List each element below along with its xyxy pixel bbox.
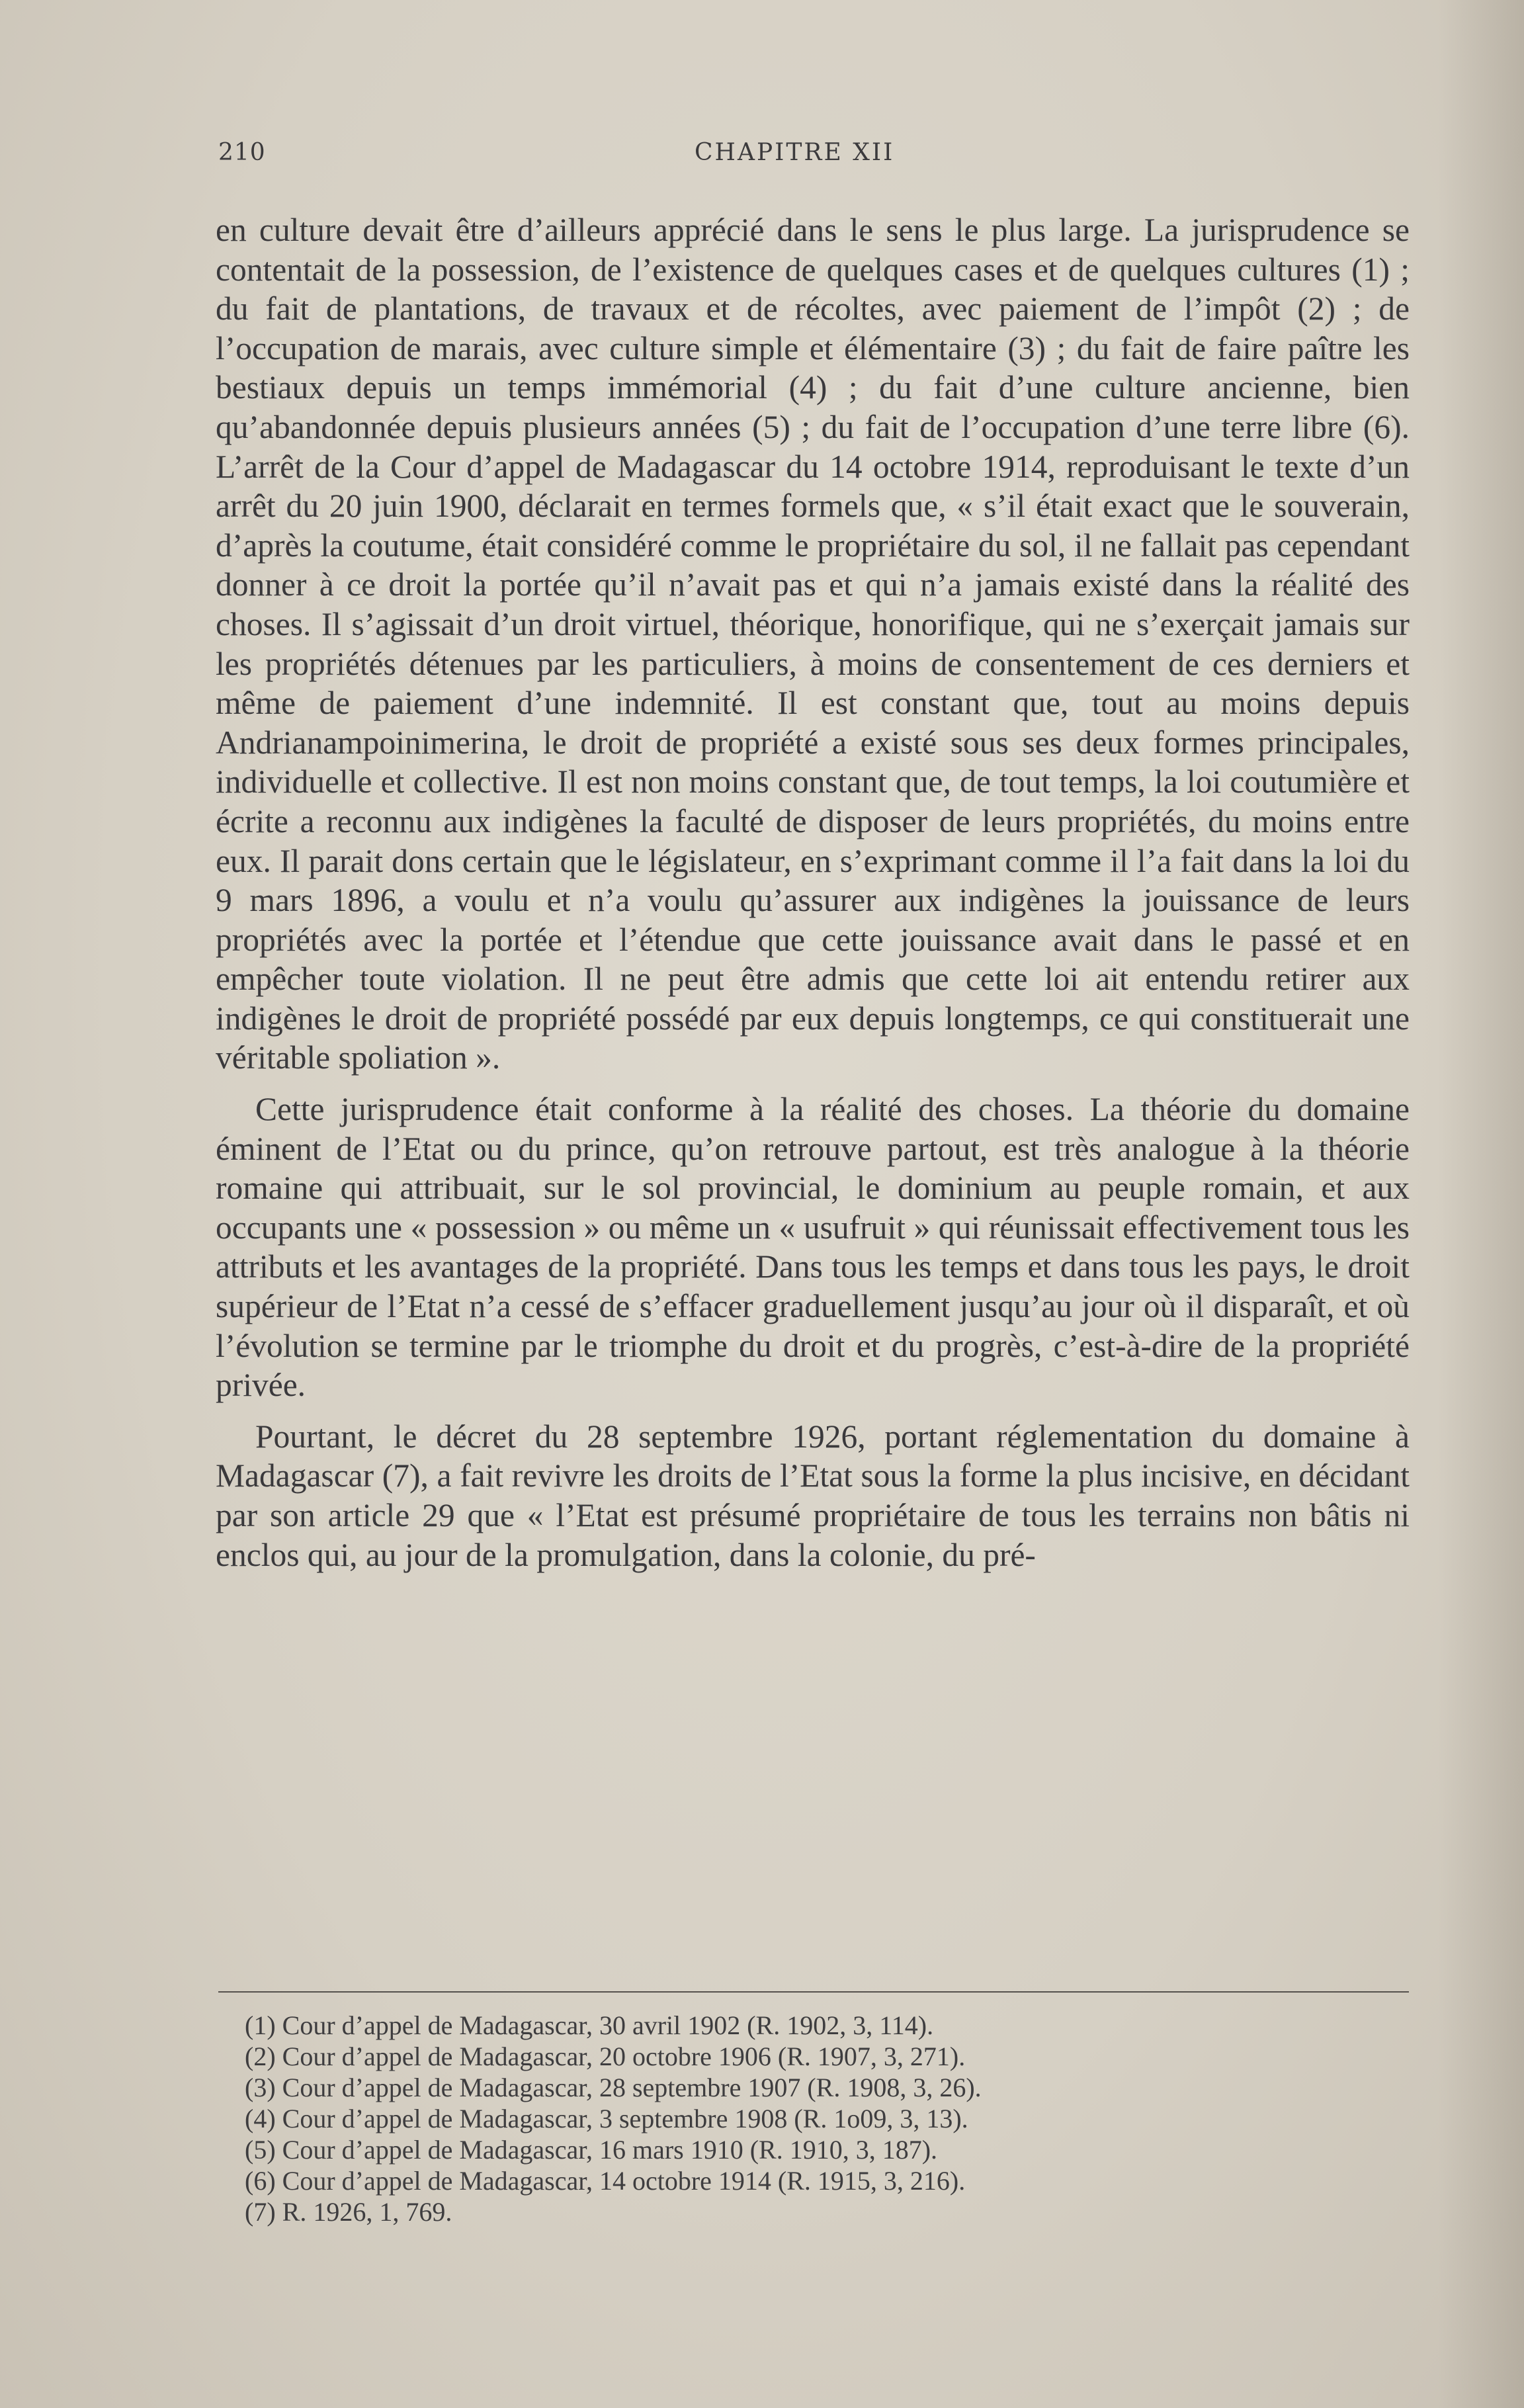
paragraph-1: en culture devait être d’ailleurs apprécié dans le sens le plus large. La jurisprudence se contentait de la possession, de l’existence de quelques cases et de quelques cultures (1) ; du fait de plantations, de travaux et de récoltes, avec paiement de l’impôt (2) ; de l’occupation de marais, avec culture simple et élémentaire (3) ; du fait de faire paître les bestiaux depuis un temps immémorial (4) ; du fait d’une culture ancienne, bien qu’abandonnée depuis plusieurs années (5) ; du fait de l’occupation d’une terre libre (6). L’arrêt de la Cour d’appel de Madagascar du 14 octobre 1914, reproduisant le texte d’un arrêt du 20 juin 1900, déclarait en termes formels que, « s’il était exact que le souverain, d’après la coutume, était considéré comme le propriétaire du sol, il ne fallait pas cependant donner à ce droit la portée qu’il n’avait pas et qui n’a jamais existé dans la réalité des choses. Il s’agissait d’un droit virtuel, théorique, honorifique, qui ne s’exerçait jamais sur les propriétés détenues par les particuliers, à moins de consentement de ces derniers et même de paiement d’une indemnité. Il est constant que, tout au moins depuis Andrianampoinimerina, le droit de propriété a existé sous ses deux formes principales, individuelle et collective. Il est non moins constant que, de tout temps, la loi coutumière et écrite a reconnu aux indigènes la faculté de disposer de leurs propriétés, du moins entre eux. Il parait dons certain que le législateur, en s’exprimant comme il l’a fait dans la loi du 9 mars 1896, a voulu et n’a voulu qu’assurer aux indigènes la jouissance de leurs propriétés avec la portée et l’étendue que cette jouissance avait dans le passé et en empêcher toute violation. Il ne peut être admis que cette loi ait entendu retirer aux indigènes le droit de propriété possédé par eux depuis longtemps, ce qui constituerait une véritable spoliation ». bbox=[216, 212, 1410, 1076]
footnotes bbox=[245, 2010, 1369, 2227]
chapter-title: CHAPITRE XII bbox=[695, 139, 895, 166]
footnote-2: (2) Cour d’appel de Madagascar, 20 octobre 1906 (R. 1907, 3, 271). bbox=[245, 2042, 966, 2071]
paragraph-2: Cette jurisprudence était conforme à la réalité des choses. La théorie du domaine éminent de l’Etat ou du prince, qu’on retrouve partout, est très analogue à la théorie romaine qui attribuait, sur le sol provincial, le dominium au peuple romain, et aux occupants une « possession » ou même un « usufruit » qui réunissait effectivement tous les attributs et les avantages de la propriété. Dans tous les temps et dans tous les pays, le droit supérieur de l’Etat n’a cessé de s’effacer graduellement jusqu’au jour où il disparaît, et où l’évolution se termine par le triomphe du droit et du progrès, c’est-à-dire de la propriété privée. bbox=[216, 1091, 1410, 1404]
page-number: 210 bbox=[218, 139, 266, 166]
page-edge-shadow bbox=[1438, 0, 1524, 2408]
footnote-1: (1) Cour d’appel de Madagascar, 30 avril 1902 (R. 1902, 3, 114). bbox=[245, 2010, 934, 2040]
running-header bbox=[218, 139, 1409, 172]
footnote-7: (7) R. 1926, 1, 769. bbox=[245, 2197, 452, 2227]
main-text bbox=[216, 210, 1410, 1574]
footnote-separator bbox=[218, 1991, 1409, 1993]
footnote-6: (6) Cour d’appel de Madagascar, 14 octobre 1914 (R. 1915, 3, 216). bbox=[245, 2166, 966, 2196]
footnote-3: (3) Cour d’appel de Madagascar, 28 septembre 1907 (R. 1908, 3, 26). bbox=[245, 2073, 982, 2102]
footnote-5: (5) Cour d’appel de Madagascar, 16 mars 1910 (R. 1910, 3, 187). bbox=[245, 2135, 938, 2165]
footnote-4: (4) Cour d’appel de Madagascar, 3 septembre 1908 (R. 1o09, 3, 13). bbox=[245, 2104, 968, 2133]
paragraph-3: Pourtant, le décret du 28 septembre 1926, portant réglementation du domaine à Madagascar (7), a fait revivre les droits de l’Etat sous la forme la plus incisive, en décidant par son article 29 que « l’Etat est présumé propriétaire de tous les terrains non bâtis ni enclos qui, au jour de la promulgation, dans la colonie, du pré- bbox=[216, 1418, 1410, 1573]
